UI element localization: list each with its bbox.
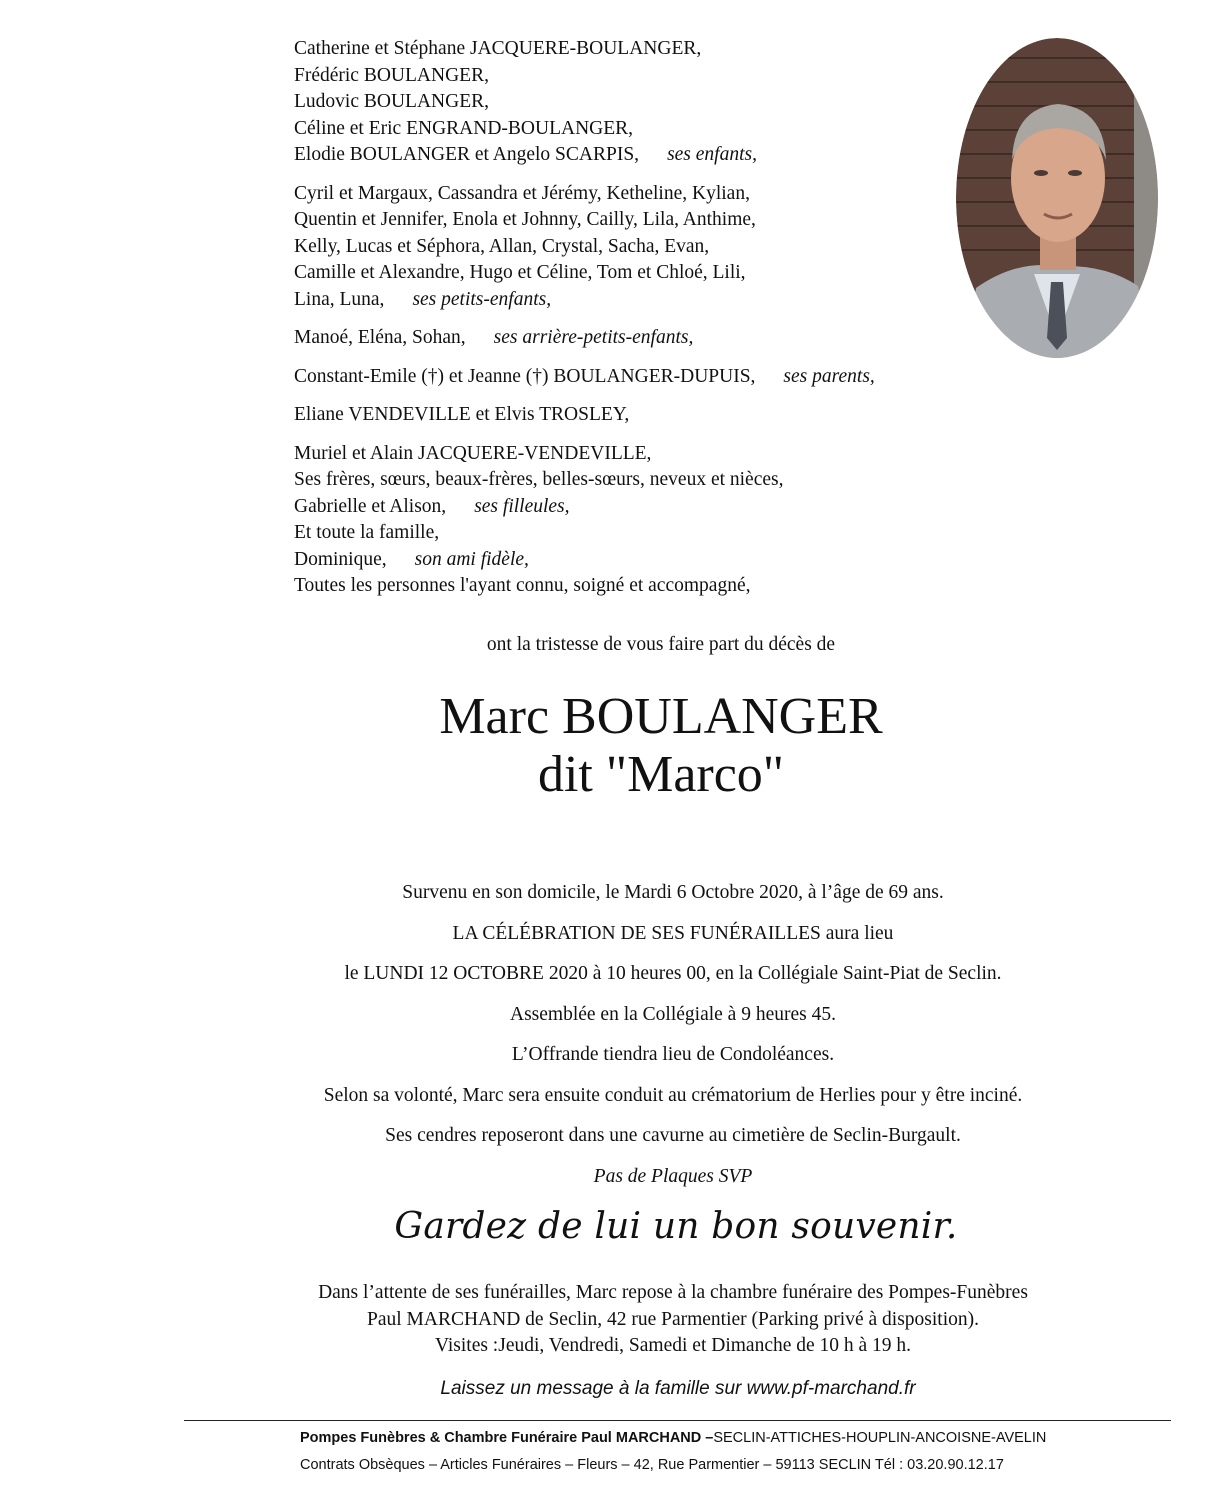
family-line bbox=[294, 547, 954, 574]
family-line: Frédéric BOULANGER, bbox=[294, 64, 489, 86]
family-line-text: Dominique, bbox=[294, 548, 387, 570]
detail-line: Survenu en son domicile, le Mardi 6 Octobre 2020, à l’âge de 69 ans. bbox=[402, 882, 944, 903]
role-label: son ami fidèle, bbox=[414, 548, 529, 570]
children-group bbox=[294, 36, 954, 169]
family-line: Catherine et Stéphane JACQUERE-BOULANGER, bbox=[294, 38, 702, 59]
family-line bbox=[294, 364, 954, 391]
others-group bbox=[294, 441, 954, 600]
family-line: Kelly, Lucas et Séphora, Allan, Crystal, Sacha, Evan, bbox=[294, 235, 710, 257]
role-label: ses arrière-petits-enfants, bbox=[493, 327, 694, 348]
deceased-name-block bbox=[0, 688, 1214, 804]
family-line-text: Lina, Luna, bbox=[294, 288, 385, 310]
family-line: Ses frères, sœurs, beaux-frères, belles-sœurs, neveux et nièces, bbox=[294, 469, 784, 490]
footer-services-line: Contrats Obsèques – Articles Funéraires – Fleurs – 42, Rue Parmentier – 59113 SECLIN Tél : 03.20.90.12.17 bbox=[300, 1457, 1004, 1473]
parents-group bbox=[294, 364, 954, 391]
rest-line: Dans l’attente de ses funérailles, Marc repose à la chambre funéraire des Pompes-Funèbres bbox=[318, 1282, 1028, 1303]
family-line: Muriel et Alain JACQUERE-VENDEVILLE, bbox=[294, 442, 652, 464]
portrait-photo bbox=[956, 38, 1158, 358]
family-line: Et toute la famille, bbox=[294, 522, 440, 543]
grandchildren-group bbox=[294, 181, 954, 314]
role-label: ses filleules, bbox=[474, 495, 570, 517]
partner-group bbox=[294, 402, 954, 429]
funeral-details bbox=[0, 873, 1214, 1197]
deceased-nickname: dit "Marco" bbox=[537, 746, 785, 803]
family-line: Céline et Eric ENGRAND-BOULANGER, bbox=[294, 117, 634, 139]
motto: Gardez de lui un bon souvenir. bbox=[394, 1206, 958, 1247]
great-grandchildren-group bbox=[294, 325, 954, 352]
role-label: ses parents, bbox=[783, 365, 875, 387]
detail-line: le LUNDI 12 OCTOBRE 2020 à 10 heures 00, en la Collégiale Saint-Piat de Seclin. bbox=[344, 963, 1002, 984]
detail-line: L’Offrande tiendra lieu de Condoléances. bbox=[511, 1044, 835, 1065]
family-line-text: Manoé, Eléna, Sohan, bbox=[294, 327, 466, 348]
website-message: Laissez un message à la famille sur www.pf-marchand.fr bbox=[440, 1378, 916, 1399]
family-line: Camille et Alexandre, Hugo et Céline, Tom et Chloé, Lili, bbox=[294, 262, 746, 283]
family-line: Toutes les personnes l'ayant connu, soigné et accompagné, bbox=[294, 575, 751, 596]
company-locations: SECLIN-ATTICHES-HOUPLIN-ANCOISNE-AVELIN bbox=[713, 1430, 1047, 1446]
family-line bbox=[294, 287, 954, 314]
intro-text: ont la tristesse de vous faire part du décès de bbox=[486, 634, 836, 655]
family-line: Quentin et Jennifer, Enola et Johnny, Cailly, Lila, Anthime, bbox=[294, 209, 756, 230]
role-label: ses petits-enfants, bbox=[412, 288, 552, 310]
family-line: Eliane VENDEVILLE et Elvis TROSLEY, bbox=[294, 404, 630, 425]
footer-divider bbox=[184, 1420, 1171, 1421]
detail-line: Selon sa volonté, Marc sera ensuite conduit au crématorium de Herlies pour y être inciné. bbox=[323, 1084, 1023, 1106]
detail-line: Ses cendres reposeront dans une cavurne au cimetière de Seclin-Burgault. bbox=[385, 1125, 961, 1146]
deceased-name: Marc BOULANGER bbox=[439, 688, 883, 745]
resting-place-info bbox=[0, 1280, 1214, 1360]
company-name: Pompes Funèbres & Chambre Funéraire Paul MARCHAND – bbox=[300, 1430, 714, 1446]
portrait-illustration bbox=[956, 38, 1158, 358]
family-line-text: Gabrielle et Alison, bbox=[294, 495, 447, 517]
rest-line: Paul MARCHAND de Seclin, 42 rue Parmentier (Parking privé à disposition). bbox=[367, 1308, 979, 1330]
family-line bbox=[294, 325, 954, 352]
family-line bbox=[294, 494, 954, 521]
family-line: Ludovic BOULANGER, bbox=[294, 91, 489, 112]
rest-line: Visites :Jeudi, Vendredi, Samedi et Dimanche de 10 h à 19 h. bbox=[434, 1335, 912, 1356]
family-line-text: Constant-Emile (†) et Jeanne (†) BOULANGER-DUPUIS, bbox=[294, 365, 756, 387]
detail-line: LA CÉLÉBRATION DE SES FUNÉRAILLES aura lieu bbox=[452, 922, 894, 944]
family-line-text: Elodie BOULANGER et Angelo SCARPIS, bbox=[294, 144, 640, 165]
no-plaques-note: Pas de Plaques SVP bbox=[593, 1165, 753, 1187]
detail-line: Assemblée en la Collégiale à 9 heures 45. bbox=[510, 1003, 836, 1025]
role-label: ses enfants, bbox=[667, 144, 757, 165]
footer-company-line bbox=[300, 1430, 1120, 1446]
family-line: Cyril et Margaux, Cassandra et Jérémy, Ketheline, Kylian, bbox=[294, 182, 750, 204]
family-list bbox=[294, 36, 954, 612]
family-line bbox=[294, 142, 954, 169]
